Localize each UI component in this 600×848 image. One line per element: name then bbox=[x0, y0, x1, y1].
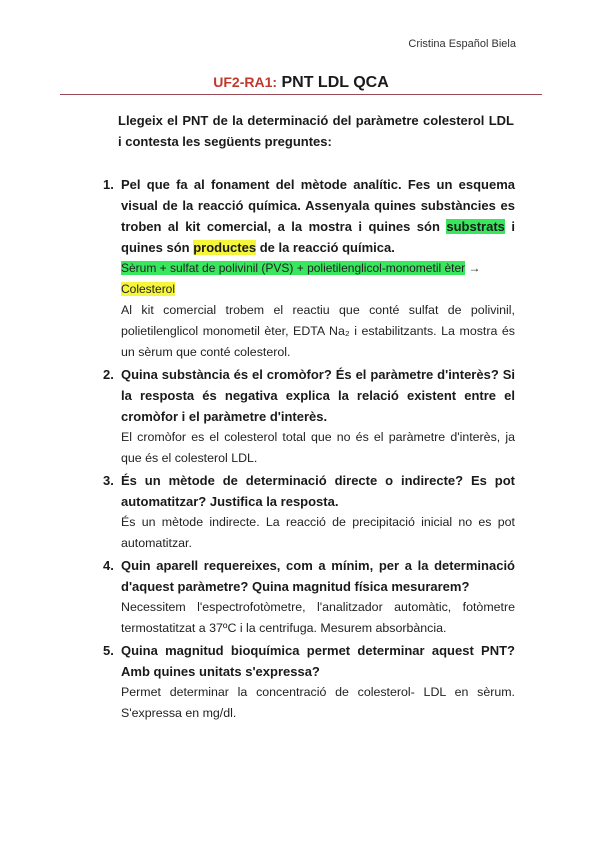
question-number: 4. bbox=[103, 558, 114, 573]
answer-text: Permet determinar la concentració de colesterol- LDL en sèrum. S'expressa en mg/dl. bbox=[121, 685, 515, 720]
answer-text: Necessitem l'espectrofotòmetre, l'analitzador automàtic, fotòmetre termostatitzat a 37ºC i la centrifuga. Mesurem absorbància. bbox=[121, 600, 515, 635]
question-number: 5. bbox=[103, 643, 114, 658]
answer-text: És un mètode indirecte. La reacció de precipitació inicial no es pot automatitzar. bbox=[121, 515, 515, 550]
question-text-part: de la reacció química. bbox=[256, 240, 395, 255]
highlight-productes: productes bbox=[193, 240, 257, 255]
answer-text: Al kit comercial trobem el reactiu que conté sulfat de polivinil, polietilenglicol monometil èter, EDTA Na₂ i estabilitzants. La mostra és un sèrum que conté colesterol. bbox=[121, 303, 515, 359]
question-number: 1. bbox=[103, 177, 114, 192]
question-item bbox=[0, 364, 600, 469]
reaction-arrow: → bbox=[465, 261, 481, 275]
question-item bbox=[0, 174, 600, 363]
page-title bbox=[60, 74, 542, 95]
question-list bbox=[0, 174, 600, 724]
question-text: Quina magnitud bioquímica permet determinar aquest PNT? Amb quines unitats s'expressa? bbox=[121, 643, 515, 679]
question-number: 2. bbox=[103, 367, 114, 382]
question-text: Quin aparell requereixes, com a mínim, per a la determinació d'aquest paràmetre? Quina magnitud física mesurarem? bbox=[121, 558, 515, 594]
title-main: PNT LDL QCA bbox=[281, 74, 389, 91]
title-prefix: UF2-RA1: bbox=[213, 74, 278, 90]
question-item bbox=[0, 640, 600, 724]
question-text-part: i quines són bbox=[121, 219, 515, 255]
intro-instructions: Llegeix el PNT de la determinació del paràmetre colesterol LDL i contesta les següents preguntes: bbox=[118, 113, 514, 149]
reaction-scheme bbox=[121, 258, 515, 300]
highlight-substrats: substrats bbox=[446, 219, 505, 234]
question-number: 3. bbox=[103, 473, 114, 488]
reaction-product: Colesterol bbox=[121, 282, 176, 296]
question-item bbox=[0, 555, 600, 639]
question-text: Quina substància és el cromòfor? És el paràmetre d'interès? Si la resposta és negativa explica la relació existent entre el cromòfor i el paràmetre d'interès. bbox=[121, 367, 515, 424]
question-item bbox=[0, 470, 600, 554]
question-text: És un mètode de determinació directe o indirecte? Es pot automatitzar? Justifica la resposta. bbox=[121, 473, 515, 509]
author-name: Cristina Español Biela bbox=[408, 38, 516, 50]
reaction-reactants: Sèrum + sulfat de polivinil (PVS) + polietilenglicol-monometil èter bbox=[121, 261, 466, 275]
answer-text: El cromòfor es el colesterol total que no és el paràmetre d'interès, ja que és el colesterol LDL. bbox=[121, 430, 515, 465]
question-text-part: Pel que fa al fonament del mètode analític. Fes un esquema visual de la reacció química. Assenyala quines substàncies es troben al kit comercial, a la mostra i quines són bbox=[121, 177, 515, 234]
question-text bbox=[121, 174, 515, 258]
